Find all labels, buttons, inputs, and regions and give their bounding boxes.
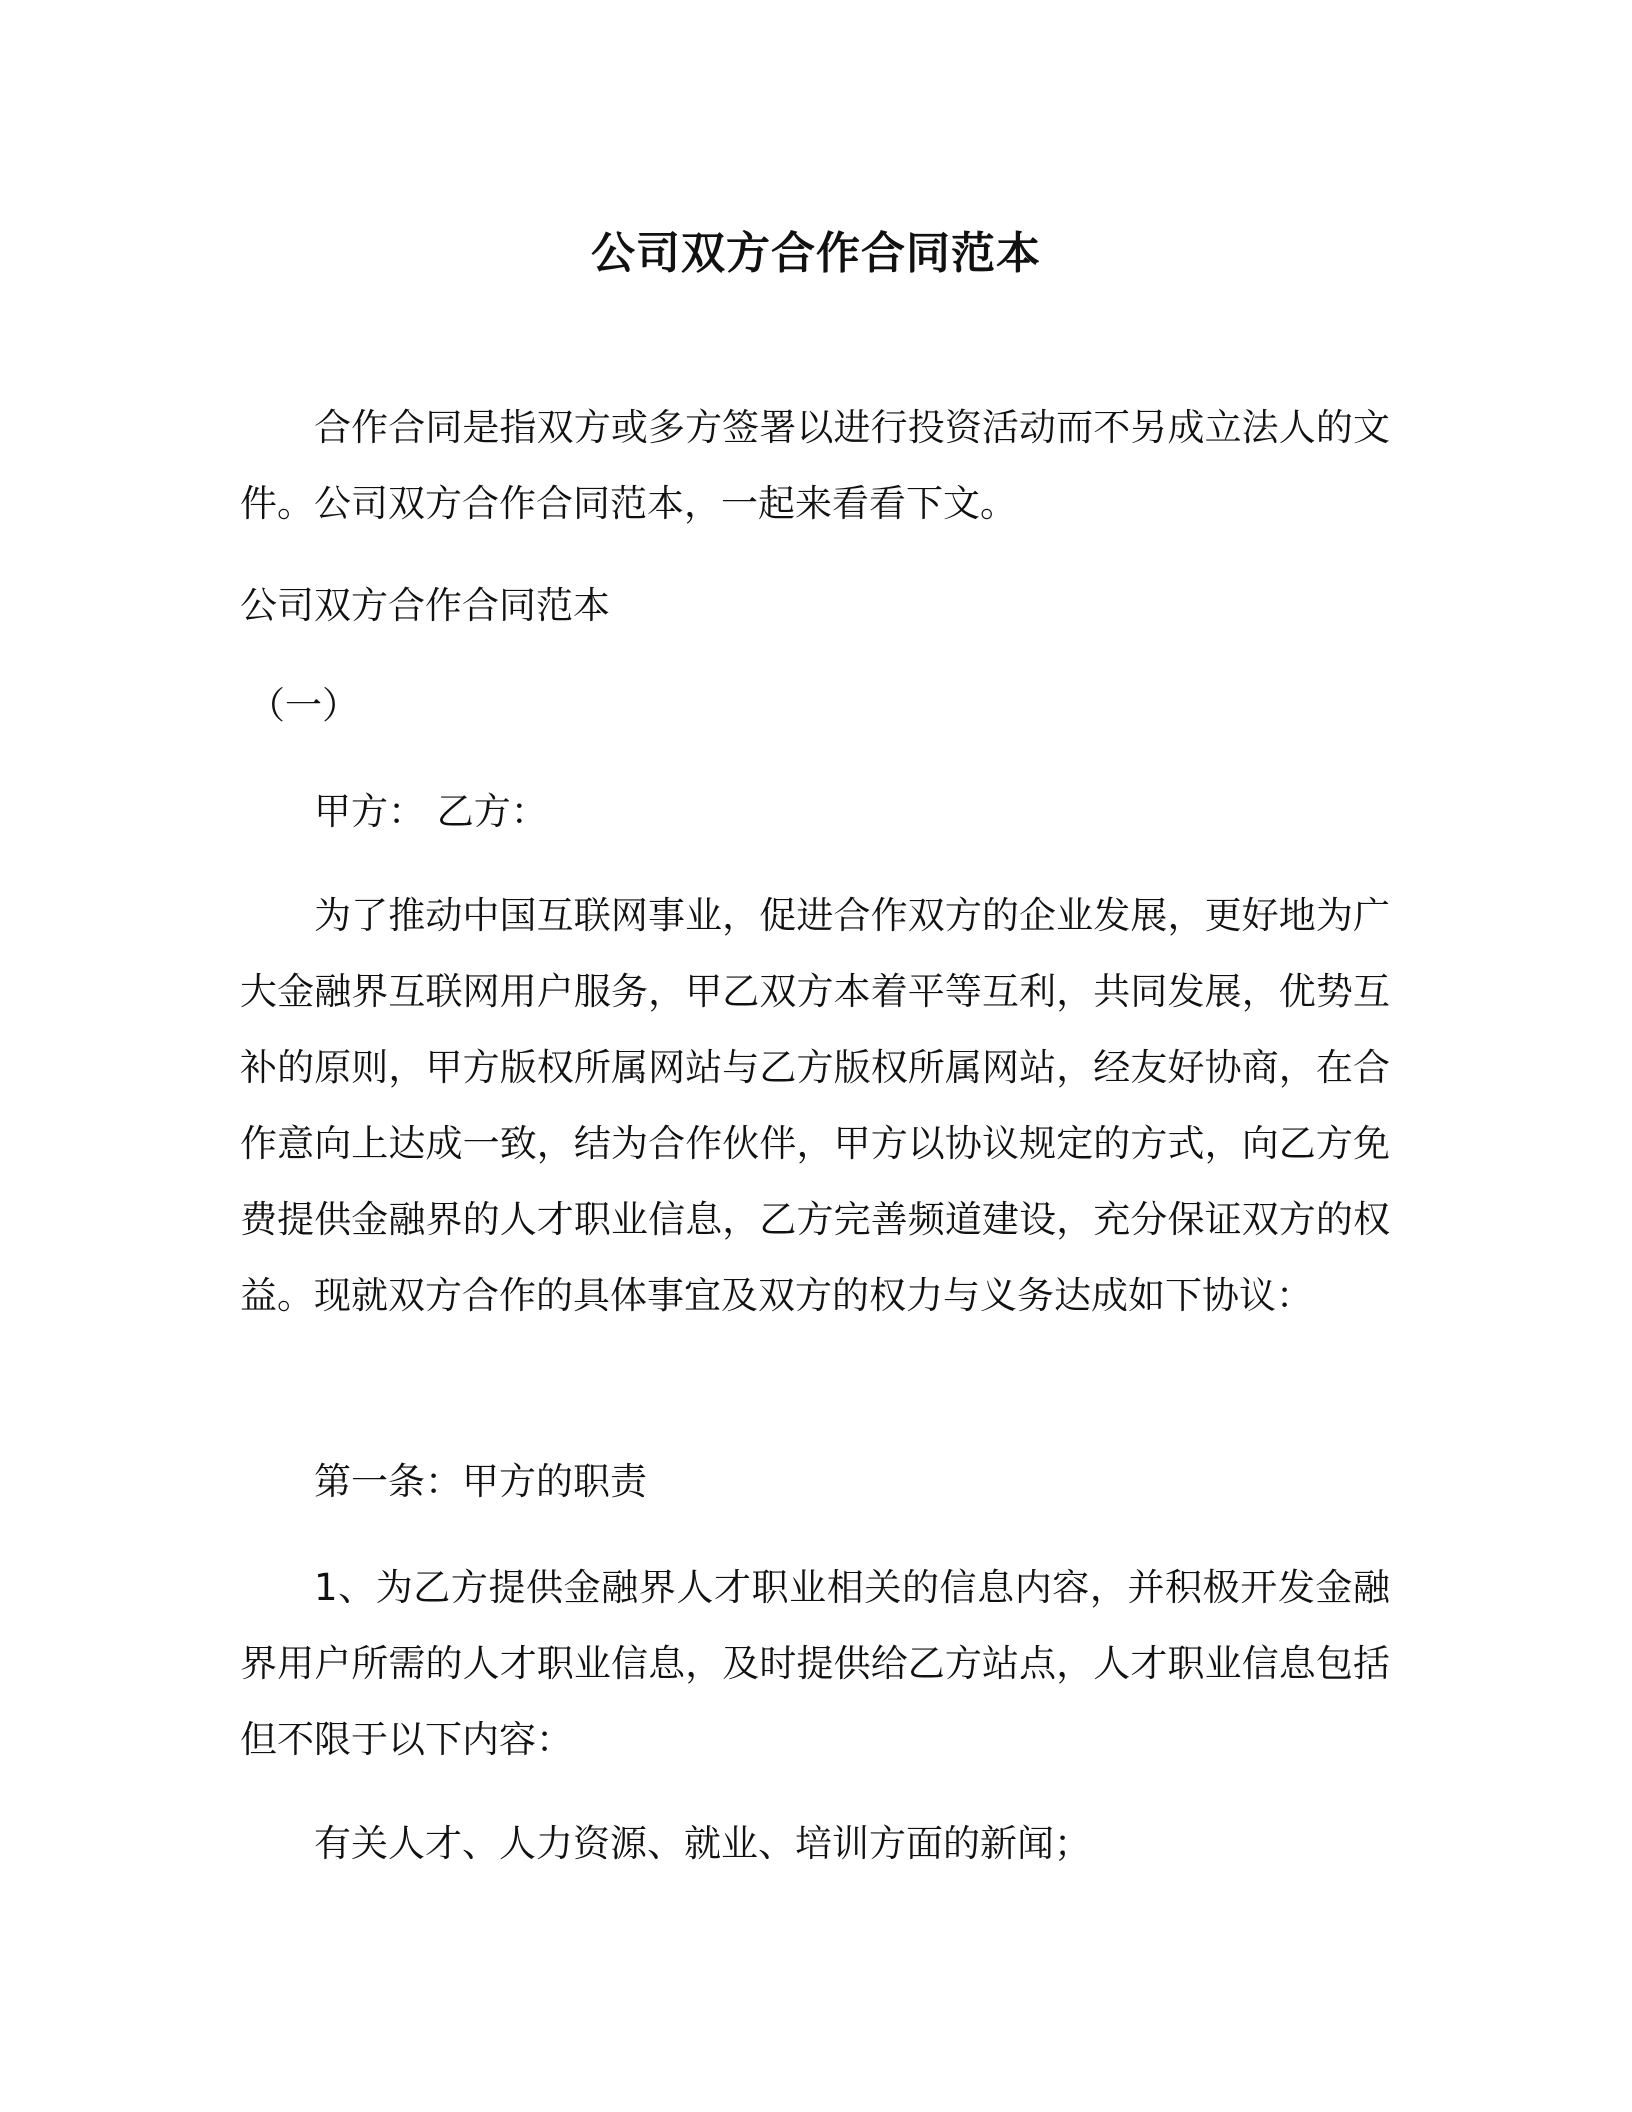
intro-paragraph: 合作合同是指双方或多方签署以进行投资活动而不另成立法人的文件。公司双方合作合同范本，一起来看看下文。	[240, 406, 1390, 525]
section-number: （一）	[248, 684, 359, 727]
purpose-paragraph: 为了推动中国互联网事业，促进合作双方的企业发展，更好地为广大金融界互联网用户服务，甲乙双方本着平等互利，共同发展，优势互补的原则，甲方版权所属网站与乙方版权所属网站，经友好协商，在合作意向上达成一致，结为合作伙伴，甲方以协议规定的方式，向乙方免费提供金融界的人才职业信息，乙方完善频道建设，充分保证双方的权益。现就双方合作的具体事宜及双方的权力与义务达成如下协议：	[240, 894, 1390, 1317]
article-1-list-item-news: 有关人才、人力资源、就业、培训方面的新闻；	[314, 1822, 1091, 1865]
article-1-item-1: 1、为乙方提供金融界人才职业相关的信息内容，并积极开发金融界用户所需的人才职业信息，及时提供给乙方站点，人才职业信息包括但不限于以下内容：	[240, 1566, 1390, 1761]
section-heading: 公司双方合作合同范本	[240, 584, 610, 627]
parties-line: 甲方： 乙方：	[314, 790, 548, 833]
article-1-heading: 第一条：甲方的职责	[314, 1460, 647, 1503]
document-title: 公司双方合作合同范本	[591, 228, 1041, 279]
